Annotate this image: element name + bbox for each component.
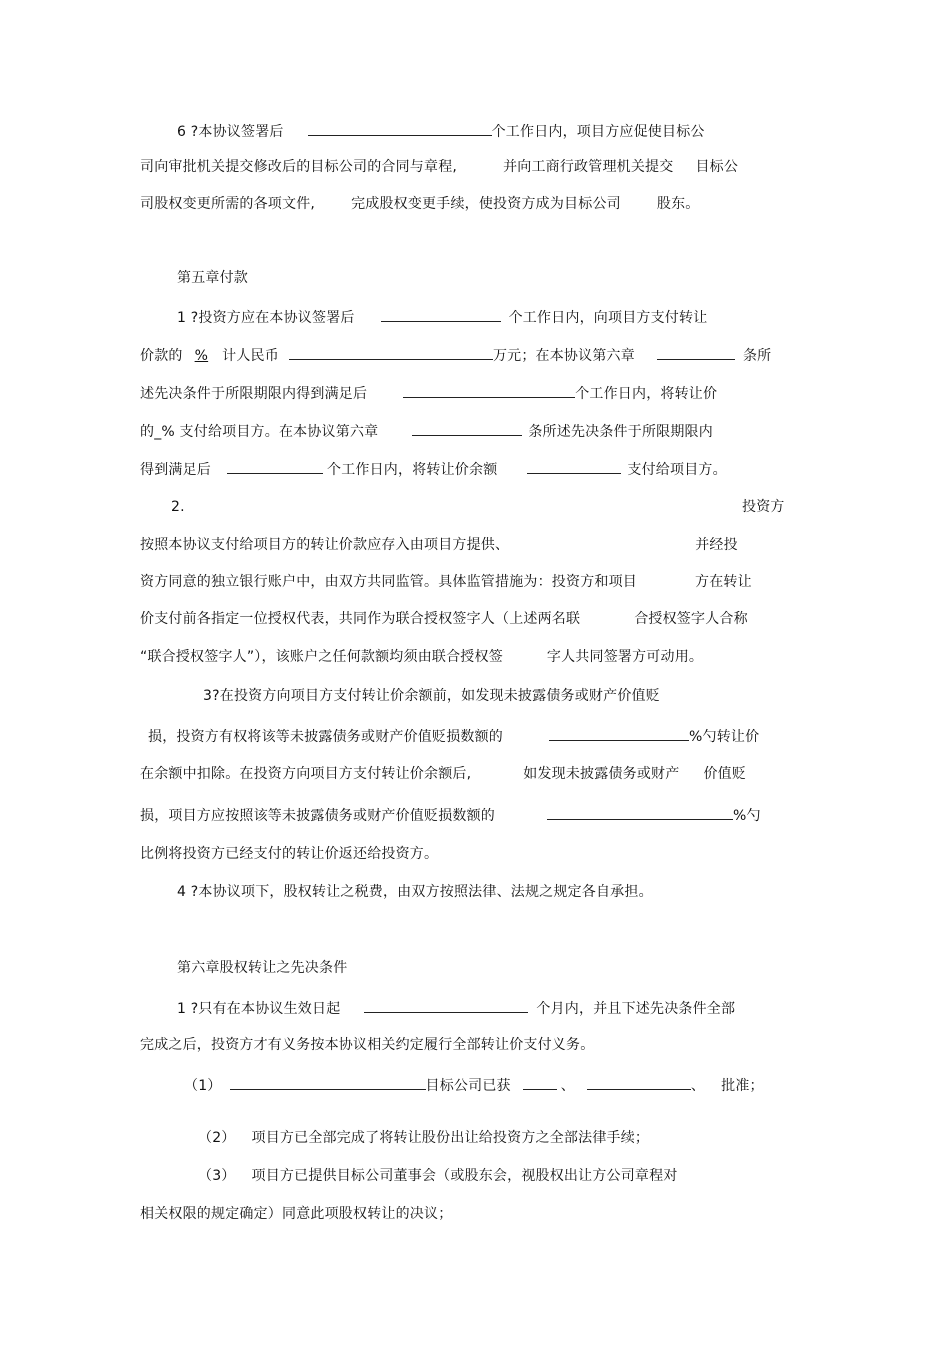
ch5-clause-1-line-4: 的_% 支付给项目方。在本协议第六章 条所述先决条件于所限期限内 — [140, 421, 713, 441]
blank-field[interactable] — [523, 1075, 557, 1090]
ch5-clause-2-tail: 投资方 — [742, 499, 785, 515]
ch6-item-2: （2） 项目方已全部完成了将转让股份出让给投资方之全部法律手续； — [198, 1130, 650, 1146]
ch6-item-3-line-2: 相关权限的规定确定）同意此项股权转让的决议； — [140, 1206, 453, 1222]
blank-field[interactable] — [230, 1075, 426, 1090]
ch5-clause-3-line-4: 损，项目方应按照该等未披露债务或财产价值贬损数额的 %勺 — [140, 805, 761, 825]
ch5-clause-3-line-3: 在余额中扣除。在投资方向项目方支付转让价余额后, 如发现未披露债务或财产 价值贬 — [140, 766, 747, 782]
ch5-clause-3-line-1: 3?在投资方向项目方支付转让价余额前，如发现未披露债务或财产价值贬 — [203, 688, 660, 704]
blank-field[interactable] — [308, 121, 492, 136]
blank-field[interactable] — [587, 1075, 691, 1090]
clause-6-line-1: 6 ?本协议签署后 个工作日内，项目方应促使目标公 — [177, 121, 705, 141]
clause-6-line-2: 司向审批机关提交修改后的目标公司的合同与章程, 并向工商行政管理机关提交 目标公 — [140, 159, 739, 175]
ch6-clause-1-line-2: 完成之后，投资方才有义务按本协议相关约定履行全部转让价支付义务。 — [140, 1037, 595, 1053]
ch5-clause-2-line-3: 资方同意的独立银行账户中，由双方共同监管。具体监管措施为：投资方和项目 方在转让 — [140, 574, 752, 590]
blank-field[interactable] — [381, 307, 501, 322]
ch5-clause-2-line-5: “联合授权签字人”），该账户之任何款额均须由联合授权签 字人共同签署方可动用。 — [140, 649, 704, 665]
blank-field[interactable] — [289, 345, 493, 360]
ch5-clause-1-line-5: 得到满足后 个工作日内，将转让价余额 支付给项目方。 — [140, 459, 727, 479]
ch5-clause-3-line-2: 损，投资方有权将该等未披露债务或财产价值贬损数额的 %勺转让价 — [148, 726, 759, 746]
ch5-clause-1-line-1: 1 ?投资方应在本协议签署后 个工作日内，向项目方支付转让 — [177, 307, 707, 327]
ch6-clause-1-line-1: 1 ?只有在本协议生效日起 个月内，并且下述先决条件全部 — [177, 998, 735, 1018]
ch5-clause-1-line-2: 价款的 % 计人民币 万元；在本协议第六章 条所 — [140, 345, 771, 365]
blank-field[interactable] — [227, 459, 323, 474]
blank-field[interactable] — [547, 805, 733, 820]
ch5-clause-1-line-3: 述先决条件于所限期限内得到满足后 个工作日内，将转让价 — [140, 383, 717, 403]
blank-field[interactable] — [657, 345, 735, 360]
ch5-clause-4-line-1: 4 ?本协议项下，股权转让之税费，由双方按照法律、法规之规定各自承担。 — [177, 884, 653, 900]
ch5-clause-2-line-4: 价支付前各指定一位授权代表，共同作为联合授权签字人（上述两名联 合授权签字人合称 — [140, 611, 748, 627]
ch6-item-1: （1） 目标公司已获 、 、 批准； — [184, 1075, 764, 1095]
chapter-5-heading: 第五章付款 — [177, 270, 248, 286]
ch5-clause-2-line-2: 按照本协议支付给项目方的转让价款应存入由项目方提供、 并经投 — [140, 537, 738, 553]
blank-field[interactable] — [527, 459, 621, 474]
clause-6-line-3: 司股权变更所需的各项文件, 完成股权变更手续，使投资方成为目标公司 股东。 — [140, 196, 700, 212]
ch5-clause-3-line-5: 比例将投资方已经支付的转让价返还给投资方。 — [140, 846, 439, 862]
blank-field[interactable] — [364, 998, 528, 1013]
blank-field[interactable] — [412, 421, 522, 436]
blank-field[interactable] — [403, 383, 575, 398]
blank-field[interactable] — [549, 726, 689, 741]
ch5-clause-2-number: 2. — [171, 499, 185, 515]
chapter-6-heading: 第六章股权转让之先决条件 — [177, 960, 348, 976]
ch6-item-3-line-1: （3） 项目方已提供目标公司董事会（或股东会，视股权出让方公司章程对 — [198, 1168, 678, 1184]
